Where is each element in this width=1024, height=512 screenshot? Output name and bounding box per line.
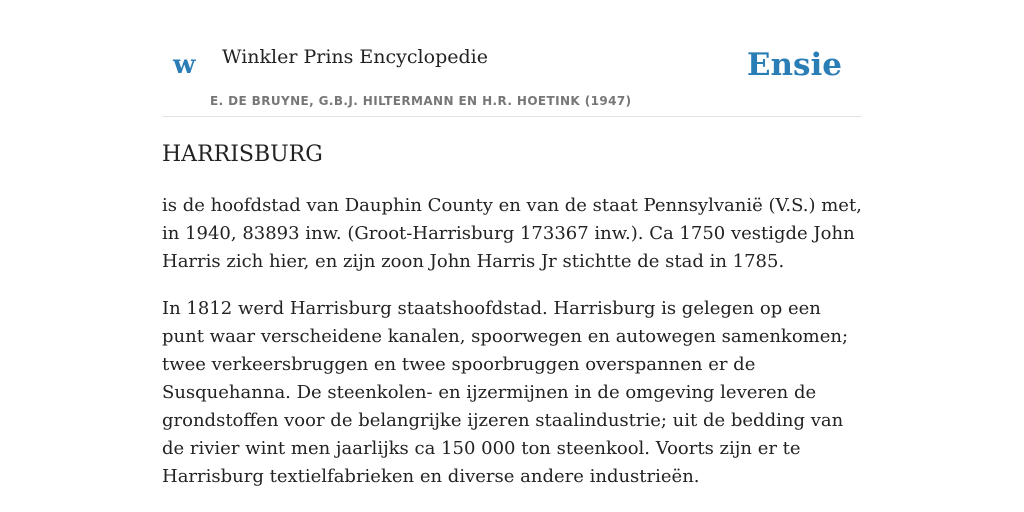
ensie-brand-logo[interactable]: Ensie <box>746 47 842 83</box>
page-container <box>162 0 862 487</box>
article-paragraph-1: is de hoofdstad van Dauphin County en van de staat Pennsylvanië (V.S.) met, in 1940, 83893 inw. (Groot-Harrisburg 173367 inw.). Ca 1750 vestigde John Harris zich hier, en zijn zoon John Harris Jr stichtte de stad in 1785. <box>162 195 862 272</box>
article-body <box>162 192 862 510</box>
article-headword: HARRISBURG <box>162 142 323 167</box>
winkler-prins-logo[interactable]: w <box>173 50 196 80</box>
article-paragraph-2: In 1812 werd Harrisburg staatshoofdstad. Harrisburg is gelegen op een punt waar verscheidene kanalen, spoorwegen en autowegen samenkomen; twee verkeersbruggen en twee spoorbruggen overspannen er de Susquehanna. De steenkolen- en ijzermijnen in de omgeving leveren de grondstoffen voor de belangrijke ijzeren staalindustrie; uit de bedding van de rivier wint men jaarlijks ca 150 000 ton steenkool. Voorts zijn er te Harrisburg textielfabrieken en diverse andere industrieën. <box>162 298 849 487</box>
authors-line: E. DE BRUYNE, G.B.J. HILTERMANN EN H.R. HOETINK (1947) <box>210 94 632 108</box>
site-header <box>162 0 862 117</box>
source-title-link[interactable]: Winkler Prins Encyclopedie <box>222 46 488 68</box>
